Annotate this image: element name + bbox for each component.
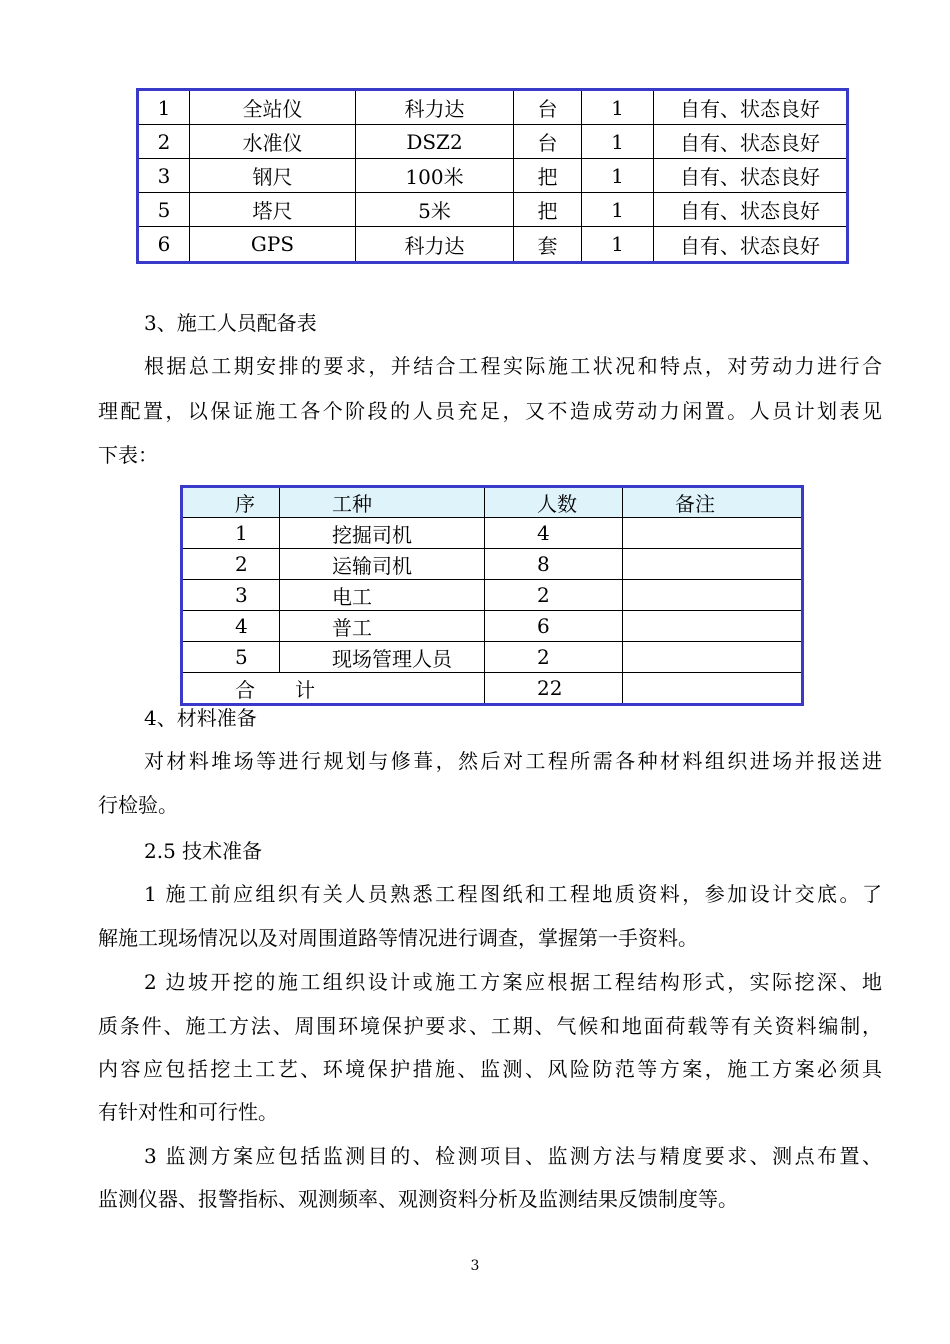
cell-name: 全站仪 (190, 90, 356, 125)
cell-note (623, 549, 803, 580)
cell-note (623, 642, 803, 673)
cell-status: 自有、状态良好 (654, 90, 848, 125)
paragraph-line: 1 施工前应组织有关人员熟悉工程图纸和工程地质资料，参加设计交底。了 (144, 882, 882, 906)
cell-model: 5米 (356, 193, 514, 227)
cell-count: 4 (485, 518, 623, 549)
cell-unit: 套 (514, 227, 582, 263)
table-total-row (182, 673, 803, 705)
cell-unit: 把 (514, 193, 582, 227)
cell-index: 3 (138, 159, 190, 193)
cell-note (623, 611, 803, 642)
paragraph-line: 理配置，以保证施工各个阶段的人员充足，又不造成劳动力闲置。人员计划表见 (98, 399, 882, 423)
cell-name: 水准仪 (190, 125, 356, 159)
cell-name: GPS (190, 227, 356, 263)
section-heading: 2.5 技术准备 (144, 839, 263, 863)
cell-model: 科力达 (356, 90, 514, 125)
table-row (138, 193, 848, 227)
cell-qty: 1 (582, 193, 654, 227)
paragraph-line: 2 边坡开挖的施工组织设计或施工方案应根据工程结构形式，实际挖深、地 (144, 970, 882, 994)
cell-index: 3 (182, 580, 280, 611)
paragraph-line: 解施工现场情况以及对周围道路等情况进行调查，掌握第一手资料。 (98, 926, 698, 950)
paragraph-line: 3 监测方案应包括监测目的、检测项目、监测方法与精度要求、测点布置、 (144, 1144, 882, 1168)
table-row (182, 518, 803, 549)
cell-qty: 1 (582, 125, 654, 159)
header-note: 备注 (623, 487, 803, 518)
cell-status: 自有、状态良好 (654, 125, 848, 159)
cell-trade: 普工 (280, 611, 485, 642)
cell-status: 自有、状态良好 (654, 159, 848, 193)
total-label: 合 计 (182, 673, 485, 705)
cell-count: 2 (485, 642, 623, 673)
cell-trade: 运输司机 (280, 549, 485, 580)
cell-count: 6 (485, 611, 623, 642)
cell-qty: 1 (582, 90, 654, 125)
cell-index: 5 (182, 642, 280, 673)
paragraph-line: 行检验。 (98, 793, 178, 817)
header-trade: 工种 (280, 487, 485, 518)
paragraph-line: 质条件、施工方法、周围环境保护要求、工期、气候和地面荷载等有关资料编制， (98, 1014, 882, 1038)
table-row (138, 159, 848, 193)
cell-trade: 挖掘司机 (280, 518, 485, 549)
table-row (138, 90, 848, 125)
total-value: 22 (485, 673, 623, 705)
table-row (138, 227, 848, 263)
staff-table (180, 485, 804, 706)
table-row (182, 580, 803, 611)
cell-count: 8 (485, 549, 623, 580)
cell-model: 科力达 (356, 227, 514, 263)
cell-index: 4 (182, 611, 280, 642)
table-row (138, 125, 848, 159)
cell-note (623, 518, 803, 549)
header-count: 人数 (485, 487, 623, 518)
cell-index: 1 (182, 518, 280, 549)
table-row (182, 549, 803, 580)
equipment-table (136, 88, 849, 264)
cell-note (623, 580, 803, 611)
cell-index: 5 (138, 193, 190, 227)
cell-index: 1 (138, 90, 190, 125)
table-row (182, 642, 803, 673)
cell-model: DSZ2 (356, 125, 514, 159)
table-header-row (182, 487, 803, 518)
cell-unit: 把 (514, 159, 582, 193)
cell-model: 100米 (356, 159, 514, 193)
cell-index: 2 (182, 549, 280, 580)
paragraph-line: 内容应包括挖土工艺、环境保护措施、监测、风险防范等方案，施工方案必须具 (98, 1057, 882, 1081)
cell-status: 自有、状态良好 (654, 227, 848, 263)
paragraph-line: 监测仪器、报警指标、观测频率、观测资料分析及监测结果反馈制度等。 (98, 1187, 738, 1211)
paragraph-line: 下表： (98, 443, 158, 467)
cell-count: 2 (485, 580, 623, 611)
cell-index: 2 (138, 125, 190, 159)
section-heading: 3、施工人员配备表 (144, 311, 317, 335)
cell-status: 自有、状态良好 (654, 193, 848, 227)
table-row (182, 611, 803, 642)
cell-unit: 台 (514, 125, 582, 159)
cell-trade: 现场管理人员 (280, 642, 485, 673)
cell-name: 塔尺 (190, 193, 356, 227)
page-number: 3 (470, 1258, 480, 1274)
header-index: 序 (182, 487, 280, 518)
cell-qty: 1 (582, 227, 654, 263)
cell-trade: 电工 (280, 580, 485, 611)
paragraph-line: 对材料堆场等进行规划与修葺，然后对工程所需各种材料组织进场并报送进 (144, 749, 882, 773)
cell-index: 6 (138, 227, 190, 263)
section-heading: 4、材料准备 (144, 706, 257, 730)
paragraph-line: 根据总工期安排的要求，并结合工程实际施工状况和特点，对劳动力进行合 (144, 354, 882, 378)
cell-qty: 1 (582, 159, 654, 193)
cell-unit: 台 (514, 90, 582, 125)
cell-name: 钢尺 (190, 159, 356, 193)
paragraph-line: 有针对性和可行性。 (98, 1100, 278, 1124)
total-note (623, 673, 803, 705)
